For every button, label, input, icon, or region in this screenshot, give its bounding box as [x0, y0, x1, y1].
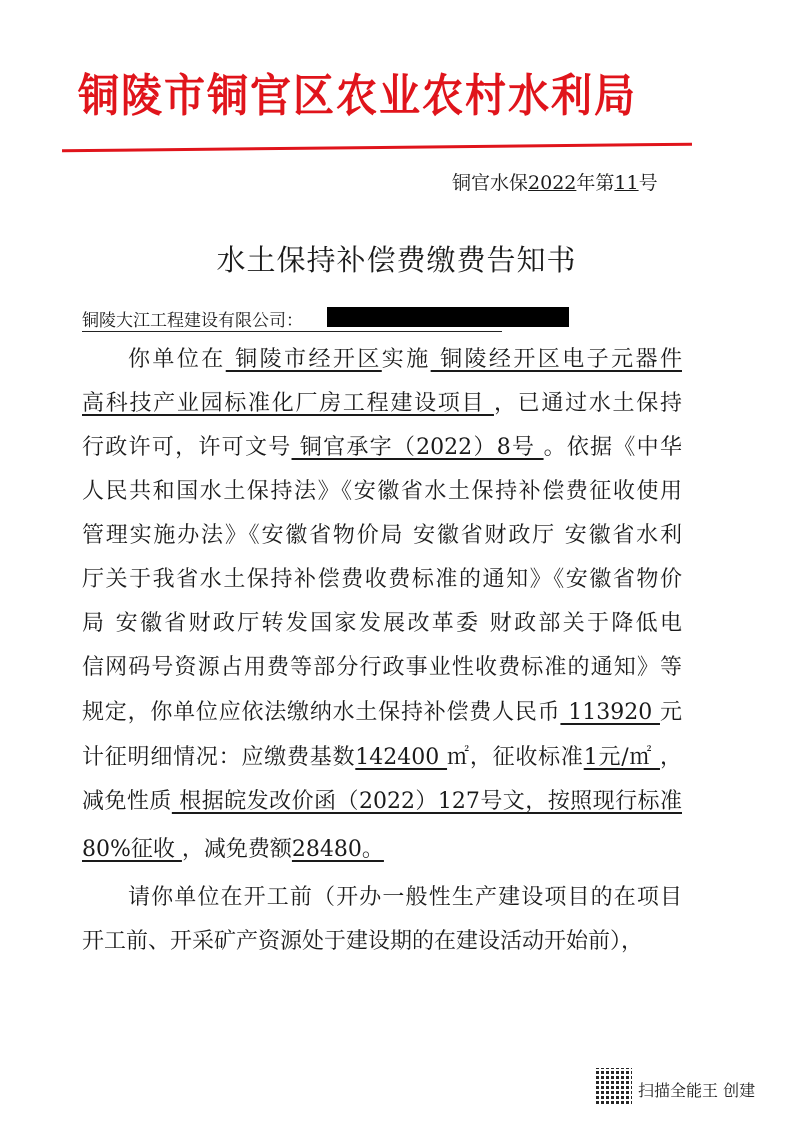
text-segment: 。依据《中华	[543, 435, 682, 460]
body-line	[82, 924, 682, 955]
text-segment: 元	[659, 700, 682, 725]
text-segment: 计征明细情况：应缴费基数	[82, 745, 356, 770]
document-title: 水土保持补偿费缴费告知书	[216, 243, 577, 277]
body-line	[82, 606, 682, 637]
filled-field: 28480。	[291, 837, 384, 862]
body-line	[82, 832, 682, 863]
text-segment: 开工前、开采矿产资源处于建设期的在建设活动开始前），	[82, 929, 644, 954]
text-segment: ，	[659, 745, 682, 770]
text-segment: 行政许可，许可文号	[82, 435, 292, 460]
filled-field: 113920	[560, 700, 660, 725]
text-segment: 管理实施办法》《安徽省物价局 安徽省财政厅 安徽省水利	[82, 523, 682, 548]
body-line	[82, 430, 682, 461]
text-segment: 信网码号资源占用费等部分行政事业性收费标准的通知》等	[82, 655, 682, 680]
scanner-watermark: 扫描全能王 创建	[638, 1081, 756, 1100]
body-line	[82, 784, 682, 815]
body-line	[82, 562, 682, 593]
text-segment: 实施	[381, 347, 431, 372]
body-line	[82, 474, 682, 505]
filled-field: 80%征收	[82, 837, 182, 862]
text-segment: 规定，你单位应依法缴纳水土保持补偿费人民币	[82, 700, 561, 725]
filled-field: 铜陵经开区电子元器件	[430, 347, 682, 372]
text-segment: 局 安徽省财政厅转发国家发展改革委 财政部关于降低电	[82, 611, 682, 636]
text-segment: ，减免费额	[181, 837, 292, 862]
qr-code-icon	[596, 1068, 632, 1104]
letterhead-divider	[62, 143, 692, 153]
redaction-box	[327, 307, 569, 327]
filled-field: 高科技产业园标准化厂房工程建设项目	[82, 391, 494, 416]
filled-field: 1元/㎡	[583, 745, 660, 770]
body-line	[128, 880, 682, 911]
body-line	[82, 518, 682, 549]
filled-field: 铜官承字（2022）8号	[291, 435, 544, 460]
text-segment: ㎡，征收标准	[447, 745, 584, 770]
text-segment: 减免性质	[82, 789, 172, 814]
text-segment: 人民共和国水土保持法》《安徽省水土保持补偿费征收使用	[82, 479, 682, 504]
body-line	[82, 740, 682, 771]
text-segment: ，已通过水土保持	[493, 391, 682, 416]
agency-letterhead: 铜陵市铜官区农业农村水利局	[78, 68, 637, 122]
filled-field: 铜陵市经开区	[225, 347, 382, 372]
text-segment: 你单位在	[128, 347, 226, 372]
body-line	[128, 342, 682, 373]
body-line	[82, 650, 682, 681]
body-line	[82, 695, 682, 726]
filled-field: 根据皖发改价函（2022）127号文，按照现行标准	[171, 789, 682, 814]
addressee: 铜陵大江工程建设有限公司：	[82, 306, 502, 332]
text-segment: 请你单位在开工前（开办一般性生产建设项目的在项目	[128, 885, 682, 910]
document-number: 铜官水保2022年第11号	[452, 172, 658, 194]
filled-field: 142400	[355, 745, 448, 770]
text-segment: 厅关于我省水土保持补偿费收费标准的通知》《安徽省物价	[82, 567, 682, 592]
body-line	[82, 386, 682, 417]
